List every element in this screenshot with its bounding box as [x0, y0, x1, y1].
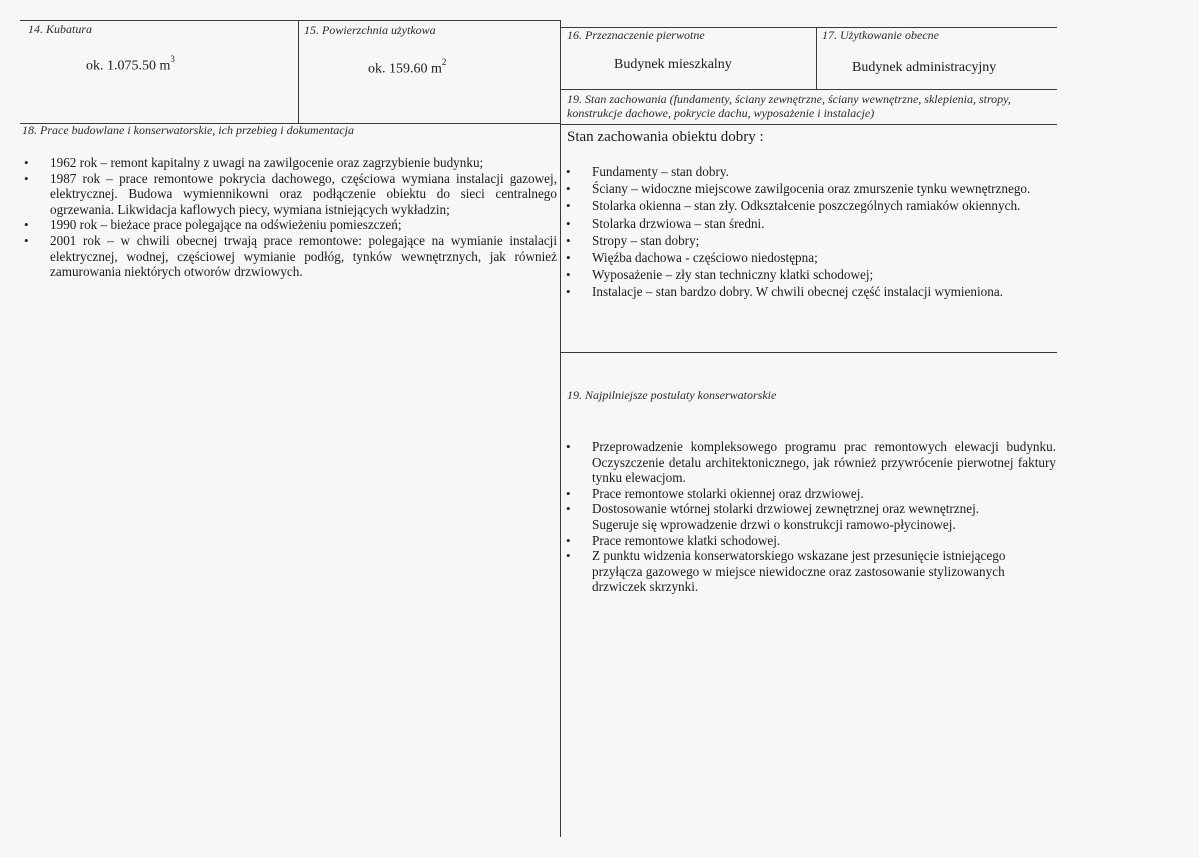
- condition-item: • Więźba dachowa - częściowo niedostępna;: [566, 250, 1056, 266]
- postulate-item: • Dostosowanie wtórnej stolarki drzwiowej zewnętrznej oraz wewnętrznej. Sugeruje się wprowadzenie drzwi o konstrukcji ramowo-płycinowej.: [566, 501, 1056, 532]
- field-14-value: ok. 1.075.50 $m^3$: [86, 54, 175, 74]
- divider-14-15: [298, 20, 299, 124]
- condition-item: • Stolarka okienna – stan zły. Odkształcenie poszczególnych ramiaków okiennych.: [566, 198, 1056, 214]
- field-19-condition-label: 19. Stan zachowania (fundamenty, ściany zewnętrzne, ściany wewnętrzne, sklepienia, stropy, konstrukcje dachowe, pokrycie dachu, wyposażenie i instalacje): [567, 92, 1011, 120]
- condition-heading: Stan zachowania obiektu dobry :: [567, 129, 764, 145]
- rule-below-19-content: [561, 352, 1057, 353]
- condition-item: • Wyposażenie – zły stan techniczny klatki schodowej;: [566, 267, 1056, 283]
- field-18-label: 18. Prace budowlane i konserwatorskie, ich przebieg i dokumentacja: [22, 123, 354, 137]
- field-17-label: 17. Użytkowanie obecne: [822, 28, 939, 42]
- top-rule-left: [20, 20, 561, 21]
- condition-item: • Stolarka drzwiowa – stan średni.: [566, 216, 1056, 232]
- postulate-item: • Z punktu widzenia konserwatorskiego wskazane jest przesunięcie istniejącego przyłącza gazowego w miejsce niewidoczne oraz zastosowanie stylizowanych drzwiczek skrzynki.: [566, 548, 1056, 595]
- postulate-item: • Prace remontowe klatki schodowej.: [566, 533, 1056, 549]
- rule-below-19-label: [561, 124, 1057, 125]
- field-19-postulates-label: 19. Najpilniejsze postulaty konserwatorskie: [567, 388, 777, 402]
- field-17-value: Budynek administracyjny: [852, 60, 997, 75]
- postulate-item: • Prace remontowe stolarki okiennej oraz drzwiowej.: [566, 486, 1056, 502]
- rule-below-16-17: [561, 89, 1057, 90]
- field-16-label: 16. Przeznaczenie pierwotne: [567, 28, 705, 42]
- condition-item: • Instalacje – stan bardzo dobry. W chwili obecnej część instalacji wymieniona.: [566, 284, 1056, 300]
- main-vertical-divider: [560, 20, 561, 837]
- works-item: • 1962 rok – remont kapitalny z uwagi na zawilgocenie oraz zagrzybienie budynku;: [24, 155, 557, 171]
- condition-item: • Fundamenty – stan dobry.: [566, 164, 1056, 180]
- divider-16-17: [816, 27, 817, 89]
- field-14-label: 14. Kubatura: [28, 22, 93, 36]
- condition-list: [566, 164, 1056, 302]
- postulates-list: [566, 439, 1056, 595]
- works-item: • 2001 rok – w chwili obecnej trwają prace remontowe: polegające na wymianie instalacji elektrycznej, wodnej, częściowej wymianie podłóg, tynków wewnętrznych, jak również zamurowania niektórych otworów drzwiowych.: [24, 233, 557, 280]
- postulate-item: • Przeprowadzenie kompleksowego programu prac remontowych elewacji budynku. Oczyszczenie detalu architektonicznego, jak również przywrócenie pierwotnej faktury tynku elewacjom.: [566, 439, 1056, 486]
- works-item: • 1990 rok – bieżace prace polegające na odświeżeniu pomieszczeń;: [24, 217, 557, 233]
- works-list: [24, 155, 557, 280]
- condition-item: • Ściany – widoczne miejscowe zawilgocenia oraz zmurszenie tynku wewnętrznego.: [566, 181, 1056, 197]
- condition-item: • Stropy – stan dobry;: [566, 233, 1056, 249]
- field-15-label: 15. Powierzchnia użytkowa: [304, 23, 436, 37]
- works-item: • 1987 rok – prace remontowe pokrycia dachowego, częściowa wymiana instalacji gazowej, elektrycznej. Budowa wymiennikowni oraz podłączenie obiektu do sieci centralnego ogrzewania. Likwidacja kaflowych piecy, wymiana istniejących wykładzin;: [24, 171, 557, 218]
- field-16-value: Budynek mieszkalny: [614, 57, 732, 72]
- field-15-value: ok. 159.60 $m^2$: [368, 57, 447, 77]
